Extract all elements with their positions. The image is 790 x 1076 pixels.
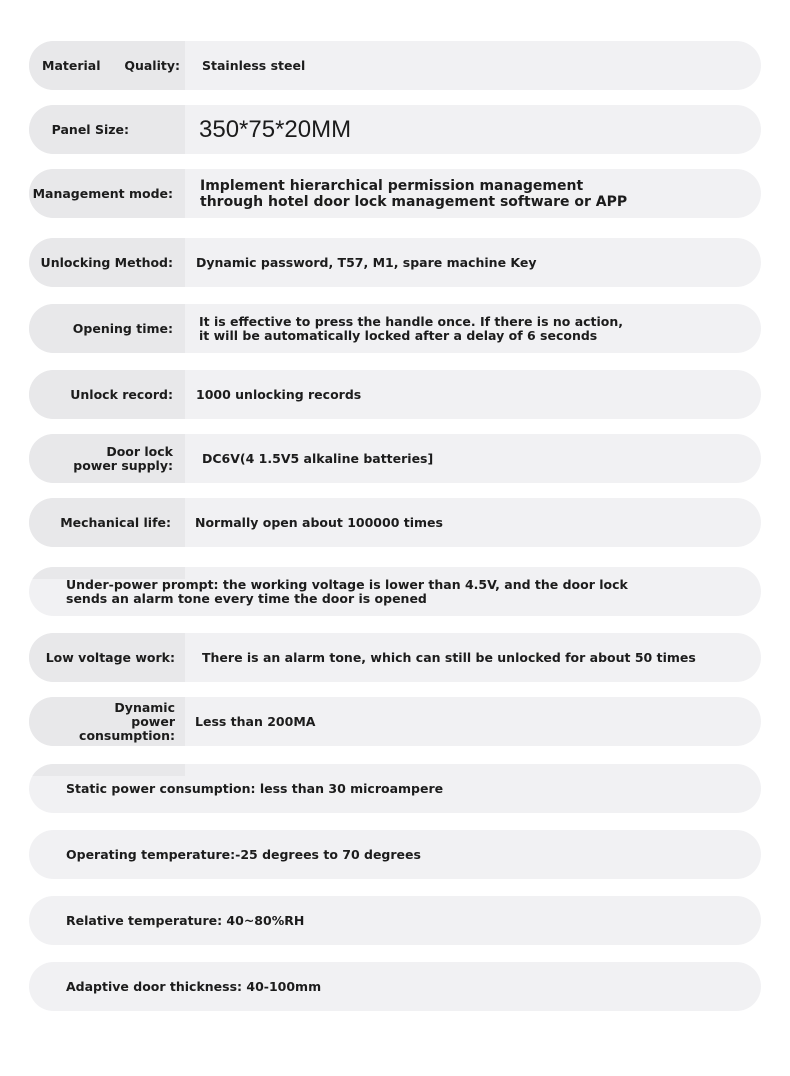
spec-value-cell (185, 169, 761, 218)
spec-label-panel-size: Panel Size: (51, 121, 129, 137)
spec-text-under-power: Under-power prompt: the working voltage is lower than 4.5V, and the door lock sends an alarm tone every time the door is opened (66, 576, 628, 606)
spec-label-material: Material (42, 57, 101, 73)
spec-value-unlock-record: 1000 unlocking records (196, 386, 362, 402)
spec-label-cell (29, 304, 185, 353)
spec-value-cell (185, 498, 761, 547)
spec-value-unlocking-method: Dynamic password, T57, M1, spare machine Key (196, 254, 537, 270)
spec-label-cell (29, 697, 185, 746)
spec-value-cell (185, 238, 761, 287)
spec-value-cell (185, 370, 761, 419)
spec-value-cell (185, 697, 761, 746)
spec-label-power-supply: Door lock power supply: (73, 443, 173, 473)
spec-row-material (29, 41, 761, 90)
spec-label-cell (29, 370, 185, 419)
spec-label-cell (29, 105, 185, 154)
spec-row-opening-time (29, 304, 761, 353)
spec-value-cell (185, 304, 761, 353)
spec-label-cell (29, 169, 185, 218)
spec-label-cell (29, 238, 185, 287)
spec-label-opening-time: Opening time: (72, 320, 173, 336)
spec-text-door-thickness: Adaptive door thickness: 40-100mm (66, 978, 322, 994)
spec-value-cell (185, 105, 761, 154)
spec-value-opening-time: It is effective to press the handle once. If there is no action, it will be automatically locked after a delay of 6 seconds (199, 313, 624, 343)
spec-label-unlocking-method: Unlocking Method: (40, 254, 173, 270)
spec-value-power-supply: DC6V(4 1.5V5 alkaline batteries] (202, 450, 434, 466)
spec-value-mechanical-life: Normally open about 100000 times (195, 514, 443, 530)
spec-row-unlocking-method (29, 238, 761, 287)
spec-label-low-voltage: Low voltage work: (45, 649, 175, 665)
spec-row-door-thickness (29, 962, 761, 1011)
spec-row-power-supply (29, 434, 761, 483)
spec-row-mechanical-life (29, 498, 761, 547)
spec-row-dynamic-power (29, 697, 761, 746)
spec-row-under-power (29, 567, 761, 616)
spec-label-dynamic-power: Dynamic power consumption: (79, 699, 175, 743)
spec-label-unlock-record: Unlock record: (70, 386, 173, 402)
spec-row-low-voltage (29, 633, 761, 682)
spec-value-dynamic-power: Less than 200MA (195, 713, 316, 729)
spec-value-low-voltage: There is an alarm tone, which can still be unlocked for about 50 times (202, 649, 696, 665)
spec-label-mechanical-life: Mechanical life: (60, 514, 171, 530)
spec-label-cell (29, 434, 185, 483)
spec-row-management-mode (29, 169, 761, 218)
spec-row-static-power (29, 764, 761, 813)
spec-text-operating-temp: Operating temperature:-25 degrees to 70 degrees (66, 846, 421, 862)
spec-row-unlock-record (29, 370, 761, 419)
spec-row-panel-size (29, 105, 761, 154)
spec-value-cell (185, 41, 761, 90)
spec-label-management-mode: Management mode: (32, 185, 173, 201)
spec-label-cell (29, 633, 185, 682)
spec-label-quality: Quality: (124, 57, 180, 73)
spec-text-relative-temp: Relative temperature: 40~80%RH (66, 912, 305, 928)
spec-label-cell (29, 498, 185, 547)
spec-row-operating-temp (29, 830, 761, 879)
spec-value-material: Stainless steel (202, 57, 306, 73)
spec-value-cell (185, 434, 761, 483)
spec-row-relative-temp (29, 896, 761, 945)
spec-value-panel-size: 350*75*20MM (199, 115, 352, 143)
spec-value-cell (185, 633, 761, 682)
spec-label-cell (29, 41, 185, 90)
spec-text-static-power: Static power consumption: less than 30 microampere (66, 780, 444, 796)
spec-value-management-mode: Implement hierarchical permission management through hotel door lock management software or APP (200, 177, 628, 210)
